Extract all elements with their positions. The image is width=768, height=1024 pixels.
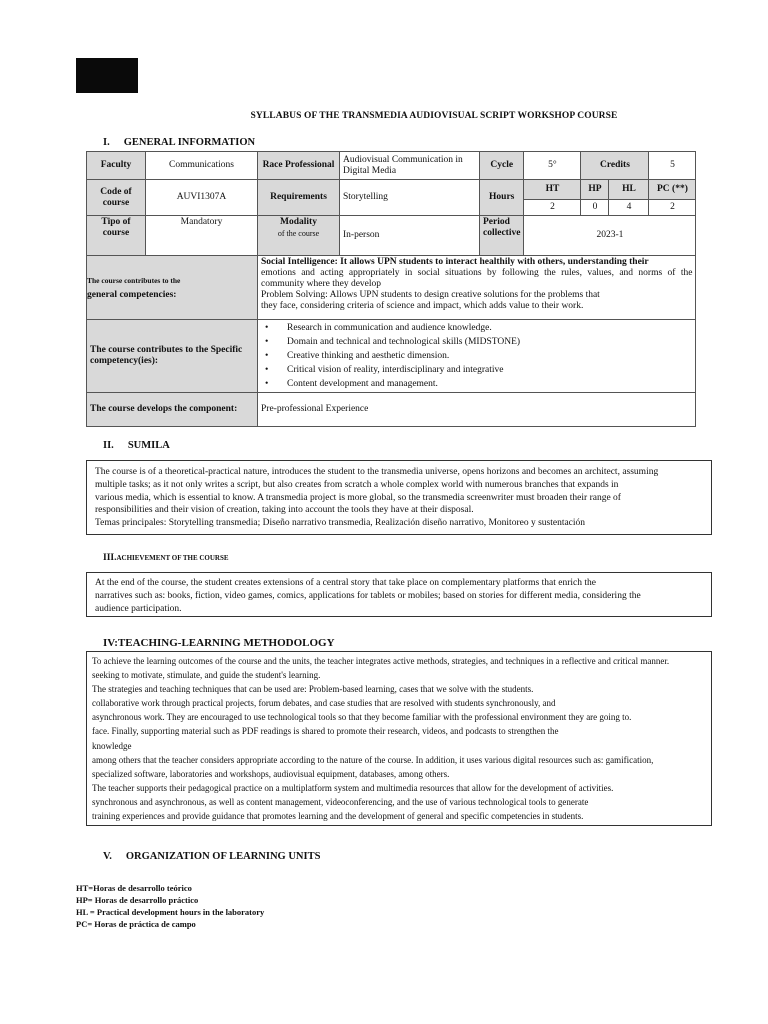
modality-label: Modality [280, 217, 317, 227]
section-sumila [103, 440, 170, 451]
methodology-line: face. Finally, supporting material such as PDF readings is shared to promote their research, videos, and podcasts to strengthen the [92, 726, 559, 737]
methodology-line: asynchronous work. They are encouraged to use technological tools so that they become familiar with the professional environment they are going to. [92, 712, 632, 723]
achievement-line: audience participation. [95, 603, 182, 614]
list-item: • Domain and technical and technological skills (MIDSTONE) [261, 335, 692, 349]
methodology-box [86, 651, 712, 826]
period-value: 2023-1 [524, 216, 696, 256]
cycle-value: 5° [524, 152, 581, 180]
modality-label-cell [258, 216, 340, 256]
period-label: Period collective [480, 216, 524, 256]
ht-value: 2 [524, 200, 581, 216]
specific-competencies-list [261, 321, 692, 391]
faculty-value: Communications [146, 152, 258, 180]
section-number: I. [103, 137, 110, 148]
hl-label: HL [609, 180, 649, 200]
methodology-line: synchronous and asynchronous, as well as content management, videoconferencing, and the use of various technological tools to generate [92, 796, 589, 807]
faculty-label: Faculty [87, 152, 146, 180]
general-competencies-label-big: general competencies: [87, 289, 177, 300]
hp-label: HP [581, 180, 609, 200]
credits-label: Credits [581, 152, 649, 180]
modality-value: In-person [340, 216, 480, 256]
methodology-line: seeking to motivate, stimulate, and guide the student's learning. [92, 670, 321, 681]
code-value: AUVI1307A [146, 180, 258, 216]
pc-label: PC (**) [649, 180, 696, 200]
problem-solving-line-2: they face, considering criteria of science and impact, which adds value to their work. [261, 301, 584, 311]
sumila-line: responsibilities and their vision of creation, taking into account the tools they have at their disposal. [95, 505, 474, 516]
tipo-value: Mandatory [146, 216, 258, 256]
ht-label: HT [524, 180, 581, 200]
legend-item: PC= Horas de práctica de campo [76, 919, 196, 929]
document-title: SYLLABUS OF THE TRANSMEDIA AUDIOVISUAL SCRIPT WORKSHOP COURSE [250, 111, 618, 121]
list-item: • Creative thinking and aesthetic dimension. [261, 349, 692, 363]
requirements-label: Requirements [258, 180, 340, 216]
list-item: • Research in communication and audience knowledge. [261, 321, 692, 335]
specific-competencies-content [258, 320, 696, 393]
hours-legend [76, 882, 264, 930]
section-general-information [103, 137, 255, 148]
legend-item: HP= Horas de desarrollo práctico [76, 895, 199, 905]
legend-item: HL = Practical development hours in the laboratory [76, 907, 265, 917]
achievement-box [86, 572, 712, 617]
general-competencies-content [258, 256, 696, 320]
section-title: SUMILA [127, 440, 170, 451]
methodology-line: training experiences and provide guidance that promotes learning and the development of general and specific competencies in students. [92, 811, 584, 822]
cycle-label: Cycle [480, 152, 524, 180]
legend-item: HT=Horas de desarrollo teórico [76, 883, 192, 893]
hours-label: Hours [480, 180, 524, 216]
sumila-line: The course is of a theoretical-practical nature, introduces the student to the transmedia universe, opens horizons and becomes an architect, assuming [95, 467, 659, 477]
section-title: ORGANIZATION OF LEARNING UNITS [125, 851, 321, 862]
section-number: V. [103, 851, 112, 862]
section-number: IV: [103, 637, 118, 649]
modality-sublabel: of the course [277, 229, 320, 238]
section-number: II. [103, 440, 114, 451]
credits-value: 5 [649, 152, 696, 180]
component-value: Pre-professional Experience [258, 393, 696, 427]
problem-solving-line-1: Problem Solving: Allows UPN students to design creative solutions for the problems that [261, 290, 600, 300]
general-competencies-label [87, 256, 258, 320]
methodology-line: among others that the teacher considers appropriate according to the nature of the course. In addition, it uses various digital resources such as: gamification, [92, 754, 654, 765]
sumila-box [86, 460, 712, 535]
achievement-line: narratives such as: books, fiction, video games, comics, applications for tablets or mobiles; based on stories for different media, considering the [95, 590, 641, 601]
methodology-line: collaborative work through practical projects, forum debates, and case studies that are resolved with students synchronously, and [92, 698, 556, 709]
component-label: The course develops the component: [87, 393, 258, 427]
section-methodology [103, 637, 335, 649]
section-title: ACHIEVEMENT OF THE COURSE [116, 554, 229, 562]
social-intelligence-title: Social Intelligence: It allows UPN students to interact healthily with others, understanding their [261, 257, 649, 267]
pc-value: 2 [649, 200, 696, 216]
section-achievement [103, 553, 229, 563]
logo-redacted-block [76, 58, 138, 93]
methodology-line: To achieve the learning outcomes of the course and the units, the teacher integrates active methods, strategies, and techniques in a reflective and critical manner. [92, 656, 670, 666]
list-item: • Critical vision of reality, interdisciplinary and integrative [261, 363, 692, 377]
specific-competencies-label: The course contributes to the Specific competency(ies): [87, 320, 258, 393]
general-competencies-label-small: The course contributes to the [87, 275, 181, 285]
methodology-line: specialized software, laboratories and workshops, audiovisual equipment, databases, among others. [92, 768, 450, 779]
requirements-value: Storytelling [340, 180, 480, 216]
race-value: Audiovisual Communication in Digital Media [340, 152, 480, 180]
sumila-line: multiple tasks; as it not only writes a script, but also creates from scratch a whole complex world with numerous branches that expands in [95, 479, 619, 490]
methodology-line: The teacher supports their pedagogical practice on a multiplatform system and multimedia resources that allow for the development of activities. [92, 782, 614, 793]
methodology-line: The strategies and teaching techniques that can be used are: Problem-based learning, cases that we solve with the students. [92, 684, 534, 695]
sumila-line: Temas principales: Storytelling transmedia; Diseño narrativo transmedia, Realización diseño narrativo, Monitoreo y sustentación [95, 518, 586, 529]
code-label: Code of course [87, 180, 146, 216]
section-number: III. [103, 553, 117, 563]
social-intelligence-text: emotions and acting appropriately in social situations by following the rules, values, and norms of the community where they develop [261, 268, 693, 289]
hp-value: 0 [581, 200, 609, 216]
section-title: TEACHING-LEARNING METHODOLOGY [117, 637, 335, 649]
section-title: GENERAL INFORMATION [123, 137, 256, 148]
sumila-line: various media, which is essential to know. A transmedia project is more global, so the transmedia screenwriter must broaden their range of [95, 492, 621, 503]
tipo-label: Tipo of course [87, 216, 146, 256]
hl-value: 4 [609, 200, 649, 216]
general-info-table [86, 151, 696, 427]
methodology-line: knowledge [92, 740, 132, 751]
race-label: Race Professional [258, 152, 340, 180]
list-item: • Content development and management. [261, 377, 692, 391]
section-learning-units [103, 851, 320, 862]
achievement-line: At the end of the course, the student creates extensions of a central story that take place on complementary platforms that enrich the [95, 578, 596, 588]
